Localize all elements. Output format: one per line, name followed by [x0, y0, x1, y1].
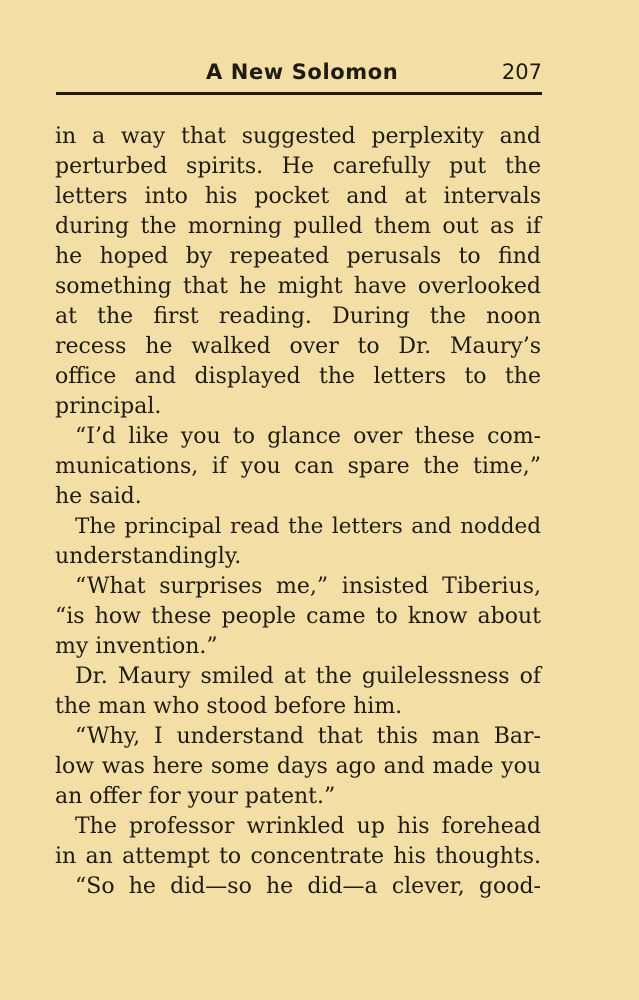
running-title: A New Solomon [206, 60, 399, 84]
text-line: “I’d like you to glance over these com- [75, 424, 541, 449]
text-line: The principal read the letters and nodded [75, 514, 541, 539]
text-line: “is how these people came to know about [55, 604, 541, 629]
text-line: during the morning pulled them out as if [55, 214, 541, 239]
text-line: principal. [55, 394, 162, 419]
text-line: recess he walked over to Dr. Maury’s [55, 334, 541, 359]
text-line: Dr. Maury smiled at the guilelessness of [75, 664, 541, 689]
text-line: low was here some days ago and made you [55, 754, 541, 779]
text-line: perturbed spirits. He carefully put the [55, 154, 541, 179]
body-text [55, 122, 541, 902]
text-line: at the first reading. During the noon [55, 304, 541, 329]
text-line: The professor wrinkled up his forehead [75, 814, 541, 839]
text-line: “So he did—so he did—a clever, good- [75, 874, 541, 899]
text-line: letters into his pocket and at intervals [55, 184, 541, 209]
text-line: he hoped by repeated perusals to find [55, 244, 541, 269]
text-line: in an attempt to concentrate his thoughts. [55, 844, 541, 869]
text-line: he said. [55, 484, 142, 509]
text-line: the man who stood before him. [55, 694, 403, 719]
running-head [56, 57, 542, 87]
text-line: something that he might have overlooked [55, 274, 541, 299]
text-line: my invention.” [55, 634, 218, 659]
text-line: office and displayed the letters to the [55, 364, 541, 389]
page-number: 207 [501, 60, 542, 84]
text-line: in a way that suggested perplexity and [55, 124, 541, 149]
text-line: munications, if you can spare the time,” [55, 454, 541, 479]
text-line: “Why, I understand that this man Bar- [75, 724, 541, 749]
text-line: “What surprises me,” insisted Tiberius, [75, 574, 541, 599]
header-rule [56, 92, 542, 95]
text-line: an offer for your patent.” [55, 784, 336, 809]
text-line: understandingly. [55, 544, 242, 569]
